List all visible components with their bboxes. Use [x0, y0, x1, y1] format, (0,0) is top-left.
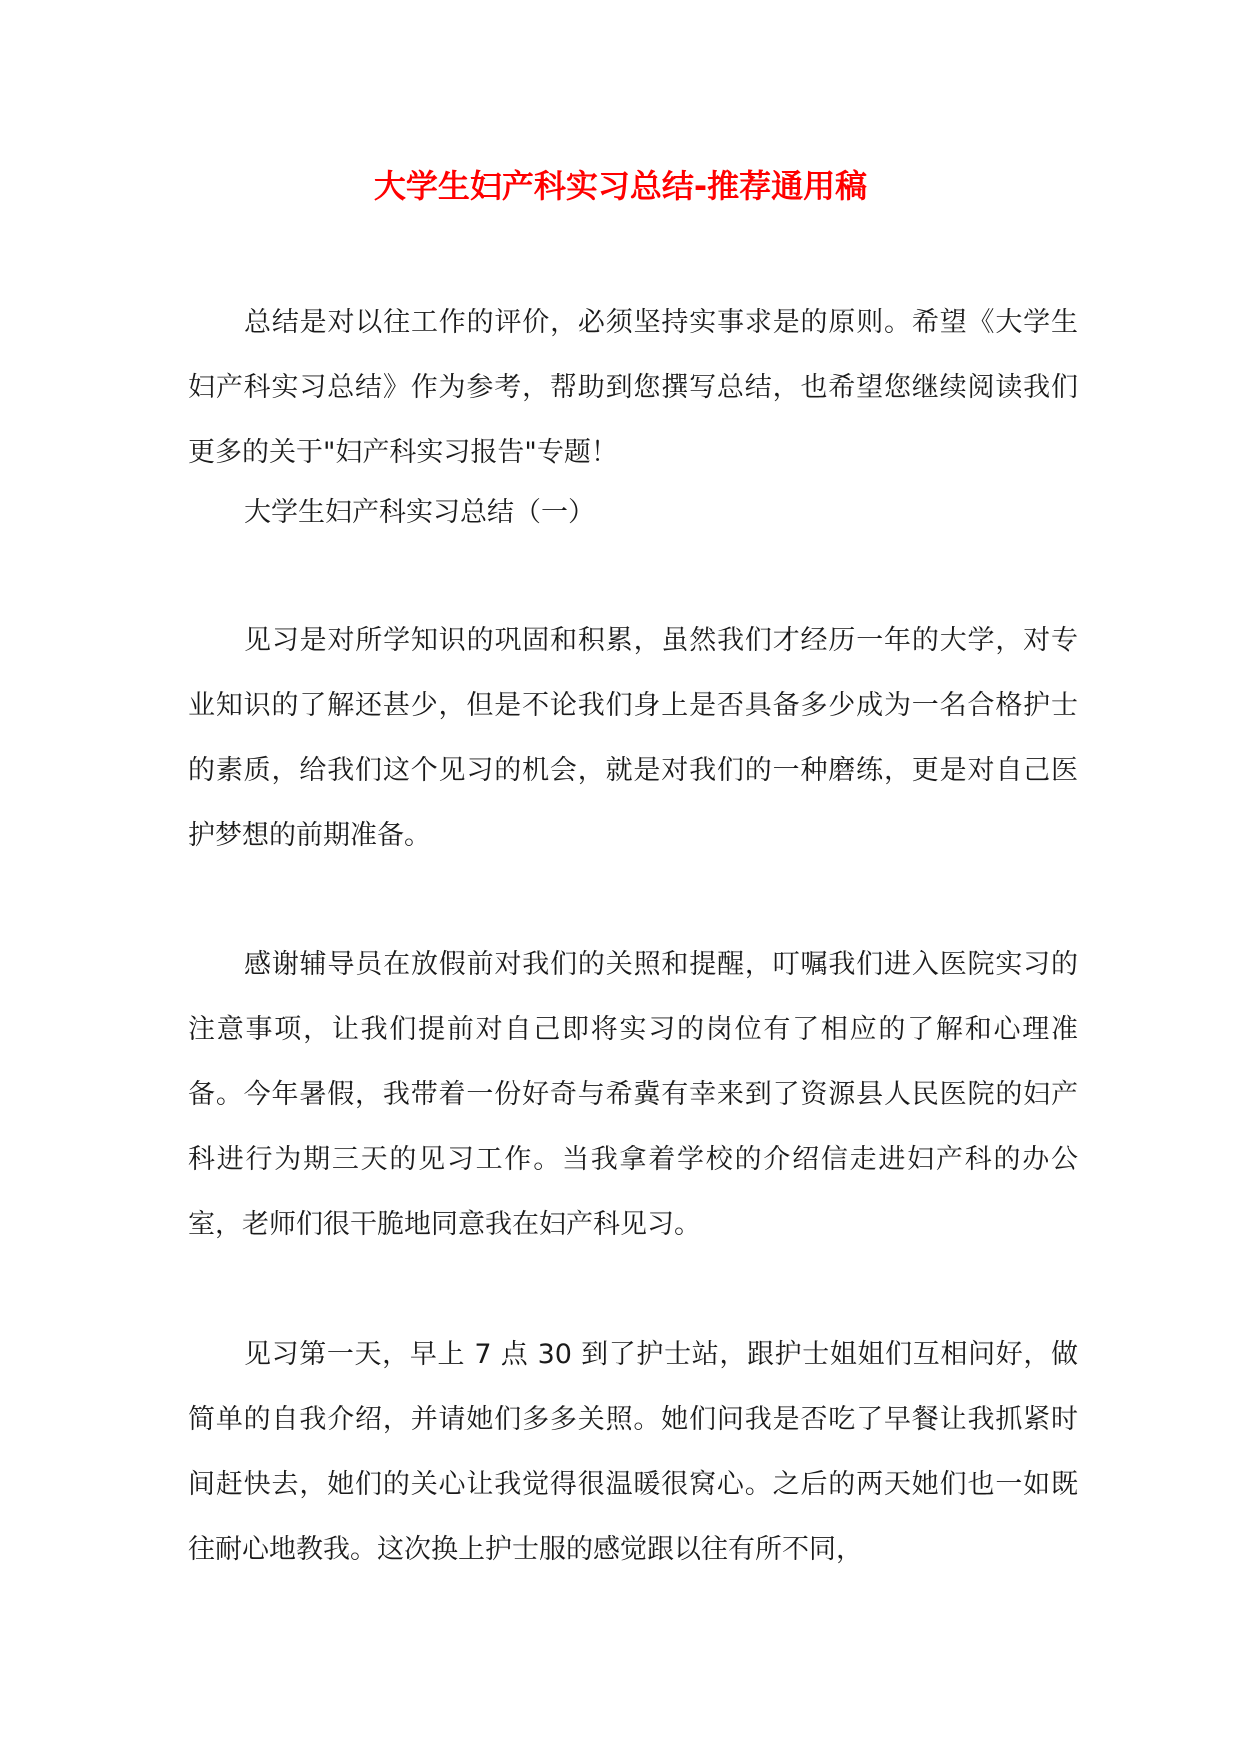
body-paragraph: 见习第一天，早上 7 点 30 到了护士站，跟护士姐姐们互相问好，做简单的自我介绍，并请她们多多关照。她们问我是否吃了早餐让我抓紧时间赶快去，她们的关心让我觉得很温暖很窝心。之后的两天她们也一如既往耐心地教我。这次换上护士服的感觉跟以往有所不同， — [188, 1339, 1078, 1565]
body-paragraph: 感谢辅导员在放假前对我们的关照和提醒，叮嘱我们进入医院实习的注意事项，让我们提前对自己即将实习的岗位有了相应的了解和心理准备。今年暑假，我带着一份好奇与希冀有幸来到了资源县人民医院的妇产科进行为期三天的见习工作。当我拿着学校的介绍信走进妇产科的办公室，老师们很干脆地同意我在妇产科见习。 — [188, 949, 1078, 1240]
intro-paragraph: 总结是对以往工作的评价，必须坚持实事求是的原则。希望《大学生妇产科实习总结》作为参考，帮助到您撰写总结，也希望您继续阅读我们更多的关于"妇产科实习报告"专题！ — [188, 307, 1078, 468]
document-title: 大学生妇产科实习总结-推荐通用稿 — [373, 167, 868, 205]
section-heading: 大学生妇产科实习总结（一） — [244, 497, 595, 528]
body-paragraph: 见习是对所学知识的巩固和积累，虽然我们才经历一年的大学，对专业知识的了解还甚少，但是不论我们身上是否具备多少成为一名合格护士的素质，给我们这个见习的机会，就是对我们的一种磨练，更是对自己医护梦想的前期准备。 — [188, 625, 1078, 851]
